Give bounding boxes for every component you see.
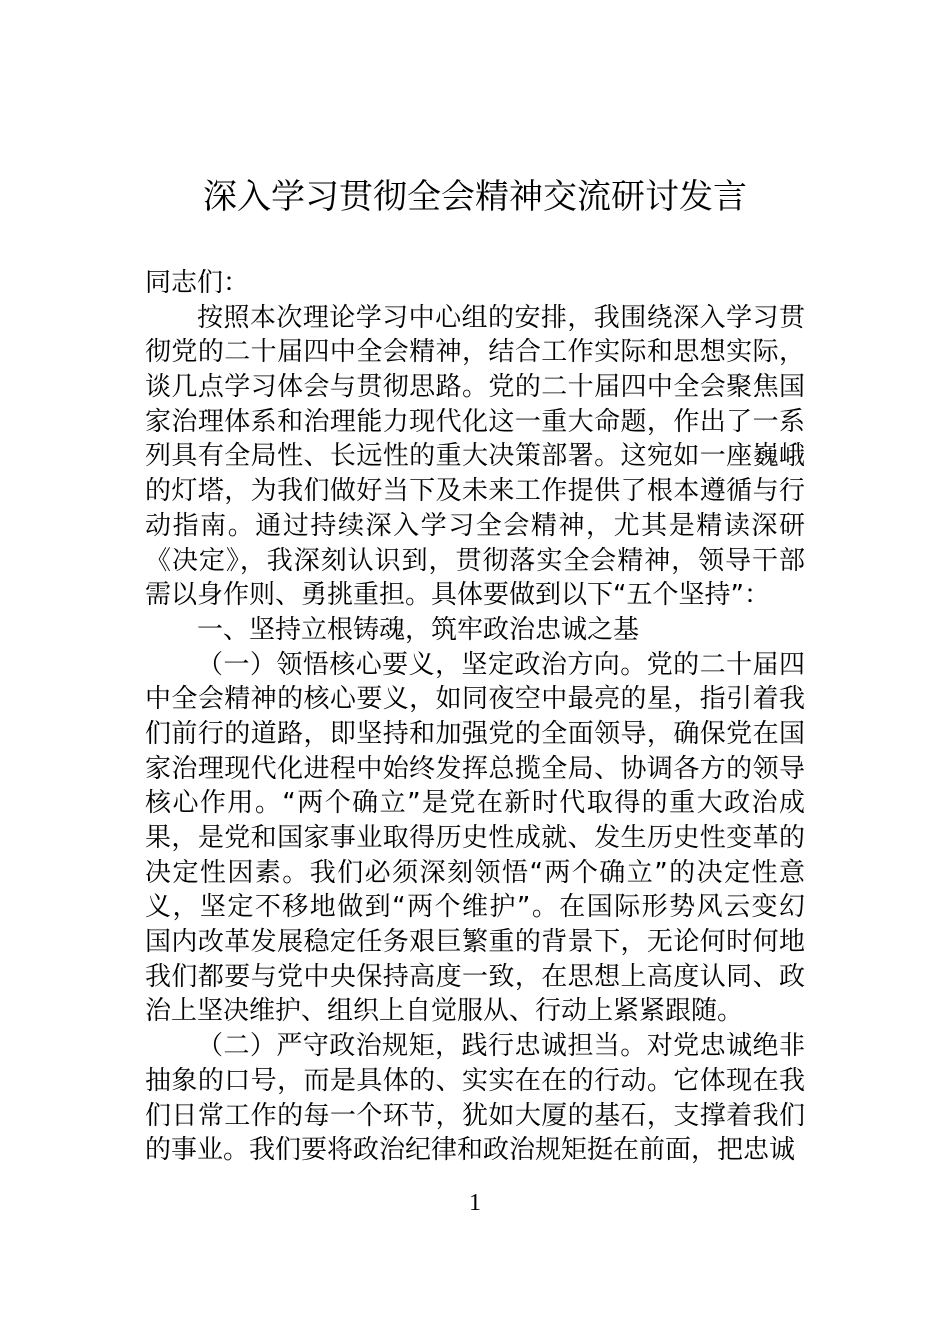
- text-line: 们前行的道路，即坚持和加强党的全面领导，确保党在国: [145, 718, 805, 749]
- text-line: 《决定》，我深刻认识到，贯彻落实全会精神，领导干部: [145, 545, 805, 576]
- document-title: 深入学习贯彻全会精神交流研讨发言: [203, 177, 747, 217]
- text-line: 谈几点学习体会与贯彻思路。党的二十届四中全会聚焦国: [145, 372, 805, 403]
- text-line: 果，是党和国家事业取得历史性成就、发生历史性变革的: [145, 823, 805, 853]
- paragraph: [145, 648, 805, 1030]
- text-line: 国内改革发展稳定任务艰巨繁重的背景下，无论何时何地: [145, 927, 805, 958]
- text-line: 的事业。我们要将政治纪律和政治规矩挺在前面，把忠诚: [145, 1135, 796, 1166]
- section-heading: [145, 613, 805, 648]
- text-line: 治上坚决维护、组织上自觉服从、行动上紧紧跟随。: [145, 996, 744, 1027]
- text-line: 按照本次理论学习中心组的安排，我围绕深入学习贯: [197, 302, 805, 333]
- text-line: 的灯塔，为我们做好当下及未来工作提供了根本遵循与行: [145, 476, 805, 507]
- text-line: 需以身作则、勇挑重担。具体要做到以下“五个坚持”：: [145, 580, 770, 611]
- salutation: 同志们：: [145, 268, 250, 298]
- text-line: 决定性因素。我们必须深刻领悟“两个确立”的决定性意: [145, 857, 805, 888]
- document-body: [145, 266, 805, 1168]
- page-number: 1: [469, 1190, 481, 1216]
- text-line: 中全会精神的核心要义，如同夜空中最亮的星，指引着我: [145, 684, 805, 715]
- text-line: 动指南。通过持续深入学习全会精神，尤其是精读深研: [145, 510, 805, 541]
- text-line: 家治理体系和治理能力现代化这一重大命题，作出了一系: [145, 406, 805, 437]
- text-line: 我们都要与党中央保持高度一致，在思想上高度认同、政: [145, 961, 805, 992]
- text-line: 彻党的二十届四中全会精神，结合工作实际和思想实际，: [145, 337, 805, 368]
- paragraph: [145, 1029, 805, 1168]
- text-line: 抽象的口号，而是具体的、实实在在的行动。它体现在我: [145, 1065, 805, 1096]
- text-line: 们日常工作的每一个环节，犹如大厦的基石，支撑着我们: [145, 1100, 805, 1131]
- text-line: 一、坚持立根铸魂，筑牢政治忠诚之基: [197, 614, 640, 645]
- text-line: 义，坚定不移地做到“两个维护”。在国际形势风云变幻: [145, 892, 805, 923]
- text-line: （二）严守政治规矩，践行忠诚担当。对党忠诚绝非: [197, 1031, 805, 1062]
- text-line: 列具有全局性、长远性的重大决策部署。这宛如一座巍峨: [145, 441, 805, 472]
- text-line: 核心作用。“两个确立”是党在新时代取得的重大政治成: [145, 788, 805, 819]
- text-line: 家治理现代化进程中始终发挥总揽全局、协调各方的领导: [145, 753, 805, 784]
- paragraph: [145, 301, 805, 613]
- text-line: （一）领悟核心要义，坚定政治方向。党的二十届四: [197, 649, 805, 680]
